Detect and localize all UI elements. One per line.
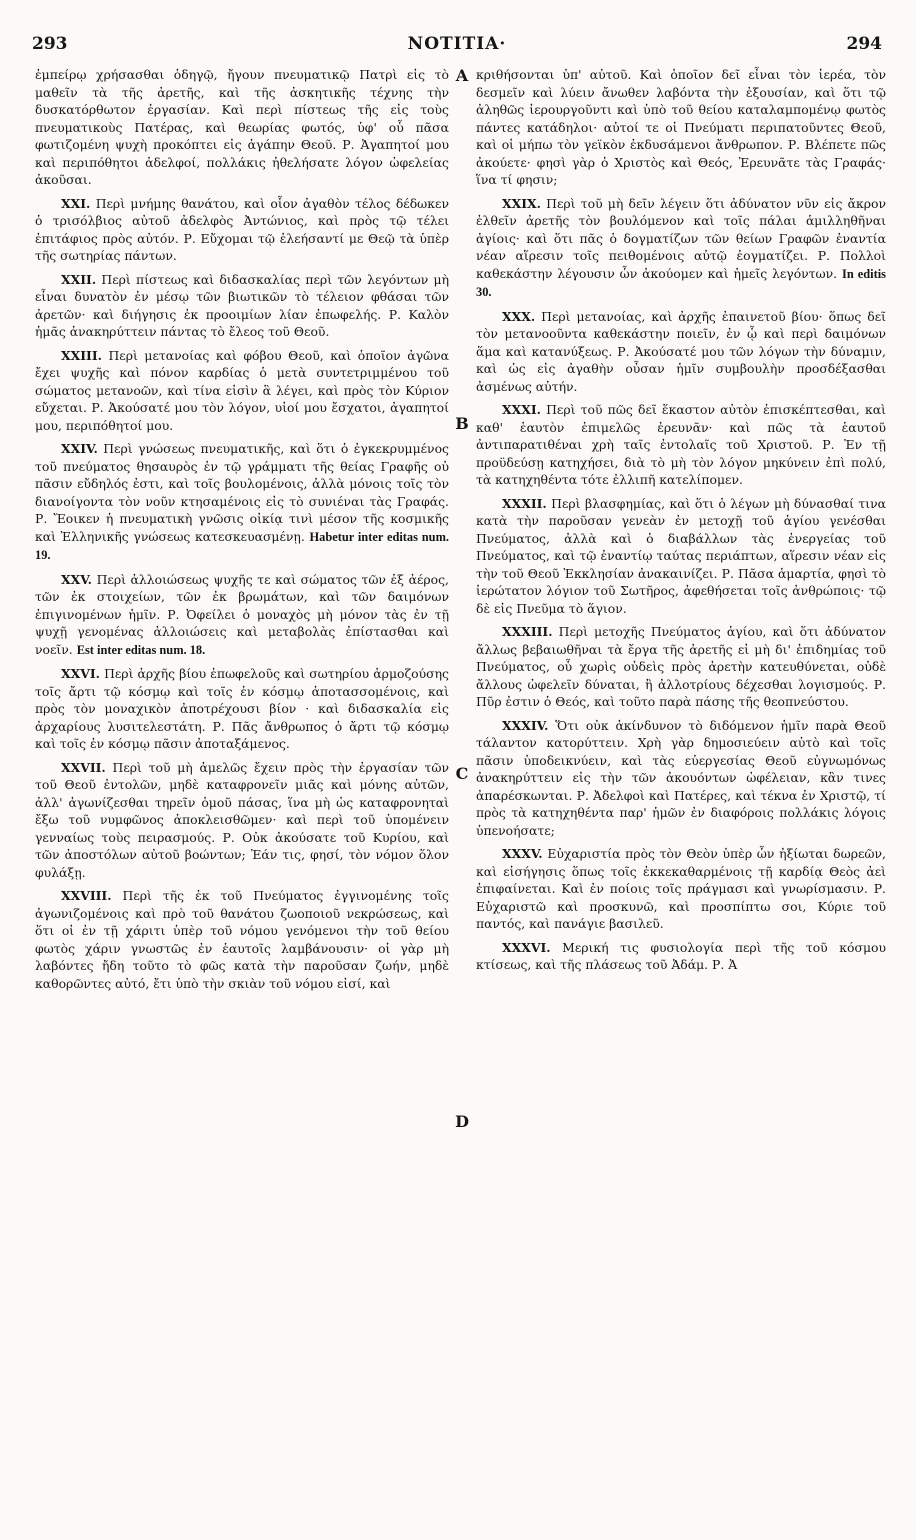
page-header <box>32 34 882 58</box>
catalog-entry <box>476 623 886 711</box>
right-column <box>476 66 886 980</box>
edition-note: In editis 30. <box>476 266 886 299</box>
page-number-left: 293 <box>32 34 68 54</box>
entry-text: Μερική τις φυσιολογία περὶ τῆς τοῦ κόσμου κτίσεως, καὶ τῆς πλάσεως τοῦ Ἀδάμ. Ρ. Ἀ <box>476 939 886 972</box>
entry-text: Περὶ ἀλλοιώσεως ψυχῆς τε καὶ σώματος τῶν ἐξ ἀέρος, τῶν ἐκ στοιχείων, τῶν ἐκ βρωμάτων, καὶ τῶν δαιμόνων ἐπιγινομένων ἡμῖν. Ρ. Ὀφείλει ὁ μοναχὸς μὴ μόνον τὰς ἐν τῇ ψυχῇ γενομένας ἀλλοιώσεις καὶ μεταβολὰς ἐπίστασθαι καὶ νοεῖν. <box>35 571 449 657</box>
page-number-right: 294 <box>846 34 882 54</box>
catalog-entry <box>476 495 886 618</box>
catalog-entry <box>476 845 886 933</box>
entry-number: XXVII. <box>61 759 106 775</box>
entry-number: XXII. <box>61 271 97 287</box>
margin-letter-a: A <box>455 66 469 85</box>
margin-letter-d: D <box>455 1112 469 1131</box>
continued-text <box>476 66 886 189</box>
entry-text: κριθήσονται ὑπ' αὐτοῦ. Καὶ ὁποῖον δεῖ εἶναι τὸν ἱερέα, τὸν δεσμεῖν καὶ λύειν ἄνωθεν λαβόντα τὴν ἐξουσίαν, καὶ ὅτι τῷ ἀληθῶς ἱερουργοῦντι καὶ ὑπὸ τοῦ θείου καταλαμπομένῳ φωτὸς πάντες κατάδηλοι· αὐτοί τε οἱ Πνεύματι περιπατοῦντες Θεοῦ, καὶ οἱ μήπω τὸν γεϊκὸν ἐκδυσάμενοι ἄνθρωπον. Ρ. Βλέπετε πῶς ἀκούετε· φησὶ γὰρ ὁ Χριστὸς καὶ Θεός, Ἐρευνᾶτε τὰς Γραφάς· ἵνα τί φησιν; <box>476 67 886 187</box>
entry-number: XXV. <box>61 571 92 587</box>
catalog-entry <box>35 571 449 660</box>
entry-text: Περὶ τῆς ἐκ τοῦ Πνεύματος ἐγγινομένης τοῖς ἀγωνιζομένοις καὶ πρὸ τοῦ θανάτου ζωοποιοῦ νεκρώσεως, καὶ ὅτι οἱ ἐν τῇ χάριτι ὑπὲρ τοῦ νόμου γενόμενοι τὴν τοῦ θείου φωτὸς χάριν γνωστῶς ἐν ἑαυτοῖς λαμβάνουσιν· οἱ γὰρ μὴ λαβόντες ἤδη τοῦτο τὸ φῶς κατὰ τὴν παροῦσαν ζωήν, μηδὲ καθορῶντες αὐτό, ἔτι ὑπὸ τὴν σκιὰν τοῦ νόμου εἰσί, καὶ <box>35 888 449 991</box>
running-title: NOTITIA· <box>407 34 507 54</box>
catalog-entry <box>476 939 886 974</box>
entry-number: XXXVI. <box>502 939 551 955</box>
entry-text: Ὅτι οὐκ ἀκίνδυνον τὸ διδόμενον ἡμῖν παρὰ Θεοῦ τάλαντον κατορύττειν. Χρὴ γὰρ δημοσιεύειν αὐτὸ καὶ τοῖς πᾶσιν ὑποδεικνύειν, καὶ τὰς εὐεργεσίας Θεοῦ εὐγνωμόνως ἀνακηρύττειν εἰς τὴν τῶν ἀκουόντων ὠφέλειαν, κἂν τινες ἀπαρέσκωνται. Ρ. Ἀδελφοὶ καὶ Πατέρες, καὶ τέκνα ἐν Χριστῷ, τί πρὸς τὰ κατηχηθέντα παρ' ἡμῶν ἐν διαφόροις πολλάκις λόγοις ὑπενοήσατε; <box>476 717 886 838</box>
margin-letter-b: B <box>455 414 469 433</box>
catalog-entry <box>35 347 449 435</box>
catalog-entry <box>35 440 449 565</box>
catalog-entry <box>35 887 449 992</box>
left-column <box>35 66 449 998</box>
entry-number: XXXIII. <box>502 624 553 639</box>
catalog-entry <box>35 759 449 882</box>
catalog-entry <box>35 665 449 753</box>
entry-text: Περὶ τοῦ μὴ δεῖν λέγειν ὅτι ἀδύνατον νῦν εἰς ἄκρον ἐλθεῖν ἀρετῆς τὸν βουλόμενον καὶ τοῖς πάλαι ἁμιλληθῆναι ἁγίοις· καὶ ὅτι πᾶς ὁ δογματίζων τῶν θείων Γραφῶν ἐναντία νέαν αἵρεσιν τοῖς πειθομένοις αὐτῷ ἐογματίζει. Ρ. Πολλοὶ καθεκάστην λέγουσιν ὧν ἀκούομεν καὶ ἡμεῖς λεγόντων. <box>476 195 886 281</box>
catalog-entry <box>476 717 886 840</box>
entry-number: XXX. <box>502 308 536 324</box>
entry-text: Περὶ μετανοίας, καὶ ἀρχῆς ἐπαινετοῦ βίου· ὅπως δεῖ τὸν μετανοοῦντα καθεκάστην ποιεῖν, ἐν ᾧ καὶ περὶ δαιμόνων ἅμα καὶ κατανύξεως. Ρ. Ἀκούσατέ μου τῶν λόγων τὴν δύναμιν, καὶ ὡς εἰς ἀγαθὴν οὖσαν ἡμῖν συμβουλὴν προσδέξασθαι ἀσμένως αὐτήν. <box>476 308 886 394</box>
entry-number: XXI. <box>61 195 91 211</box>
entry-text: Περὶ μνήμης θανάτου, καὶ οἷον ἀγαθὸν τέλος δέδωκεν ὁ τρισόλβιος αὐτοῦ ἀδελφὸς Ἀντώνιος, καὶ πρὸς τῷ τέλει ἐπιτάφιος πρὸς αὐτόν. Ρ. Εὔχομαι τῷ ἐλεήσαντί με Θεῷ τὰ ὑπὲρ τῆς σωτηρίας πάντων. <box>35 195 449 263</box>
catalog-entry <box>476 195 886 302</box>
entry-text: Περὶ γνώσεως πνευματικῆς, καὶ ὅτι ὁ ἐγκεκρυμμένος τοῦ πνεύματος θησαυρὸς ἐν τῷ γράμματι τῆς θείας Γραφῆς οὐ πᾶσιν εὔδηλός ἐστι, καὶ τοῖς βουλομένοις, ἀλλὰ μόνοις τοῖς τὸν διανοίγοντα τὸν νοῦν κτησαμένοις εἰς τὸ συνιέναι τὰς Γραφάς. Ρ. Ἔοικεν ἡ πνευματικὴ γνῶσις οἰκίᾳ τινὶ μέσον τῆς κοσμικῆς καὶ Ἑλληνικῆς γνώσεως κατεσκευασμένῃ. <box>35 441 449 544</box>
catalog-entry <box>35 195 449 265</box>
entry-text: Περὶ τοῦ μὴ ἀμελῶς ἔχειν πρὸς τὴν ἐργασίαν τῶν τοῦ Θεοῦ ἐντολῶν, μηδὲ καταφρονεῖν μιᾶς καὶ μόνης αὐτῶν, ἀλλ' ἀγωνίζεσθαι τηρεῖν ὁμοῦ πάσας, ἵνα μὴ ὡς καταφρονηταὶ ἔξω τοῦ νυμφῶνος ἀποκλεισθῶμεν· καὶ περὶ τοῦ ὑπομένειν γενναίως τοὺς πειρασμούς. Ρ. Οὐκ ἀκούσατε τοῦ Κυρίου, καὶ τῶν ἀποστόλων αὐτοῦ βοώντων; Ἐάν τις, φησί, τὸν νόμον ὅλον φυλάξῃ. <box>35 759 449 880</box>
entry-text: ἐμπείρῳ χρήσασθαι ὁδηγῷ, ἤγουν πνευματικῷ Πατρὶ εἰς τὸ μαθεῖν τὰ τῆς ἀρετῆς, καὶ τῆς ἀσκητικῆς τέχνης τὴν δυσκατόρθωτον ἐργασίαν. Καὶ περὶ πίστεως τῆς εἰς τοὺς πνευματικοὺς Πατέρας, καὶ θεωρίας φωτός, ὑφ' οὗ πᾶσα φωτιζομένη ψυχὴ προκόπτει εἰς ἀγάπην Θεοῦ. Ρ. Ἀγαπητοί μου καὶ περιπόθητοι ἀδελφοί, πολλάκις ἠθελήσατε λόγον ὠφελείας ἀκοῦσαι. <box>35 67 449 187</box>
entry-number: XXXV. <box>502 846 543 861</box>
entry-text: Περὶ τοῦ πῶς δεῖ ἕκαστον αὐτὸν ἐπισκέπτεσθαι, καὶ καθ' ἑαυτὸν ἐπιμελῶς ἐρευνᾶν· καὶ πῶς τὰ ἑαυτοῦ ἀντιπαρατιθέναι χρὴ ταῖς ἐντολαῖς τοῦ Χριστοῦ. Ρ. Ἐν τῇ προϋδεύσῃ κατηχήσει, διὰ τὸ μὴ τὸν λόγον μηκύνειν ἐπὶ πολύ, τὰ κατηχηθέντα τότε ἐλλιπῆ κατελίπομεν. <box>476 402 886 487</box>
entry-number: XXXI. <box>502 402 541 417</box>
entry-text: Περὶ ἀρχῆς βίου ἐπωφελοῦς καὶ σωτηρίου ἁρμοζούσης τοῖς ἄρτι τῷ κόσμῳ καὶ τοῖς ἐν κόσμῳ ἀποτασσομένοις, καὶ πρὸς τὸν μοναχικὸν ἀποτρέχουσι βίον · καὶ διδασκαλία εἰς ἀρχαρίους λυσιτελεστάτη. Ρ. Πᾶς ἄνθρωπος ὁ ἄρτι τῷ κόσμῳ καὶ τοῖς ἐν κόσμῳ πᾶσιν ἀποταξάμενος. <box>35 666 449 751</box>
entry-number: XXXII. <box>502 495 547 511</box>
entry-number: XXIII. <box>61 347 102 363</box>
entry-number: XXVI. <box>61 666 100 681</box>
margin-letter-c: C <box>455 764 469 783</box>
edition-note: Habetur inter editas num. 19. <box>35 529 449 562</box>
catalog-entry <box>476 308 886 396</box>
entry-text: Περὶ βλασφημίας, καὶ ὅτι ὁ λέγων μὴ δύνασθαί τινα κατὰ τὴν παροῦσαν γενεὰν ἐν μετοχῇ τοῦ ἁγίου γενέσθαι Πνεύματος, ἀλλὰ καὶ ὁ διαβάλλων τὰς ἐνεργείας τοῦ Πνεύματος, καὶ τῷ ἐναντίῳ ταύτας περιάπτων, αἵρεσιν νέαν εἰς τὴν τοῦ Θεοῦ Ἐκκλησίαν ἀνακαινίζει. Ρ. Πᾶσα ἁμαρτία, φησὶ τὸ ἱερώτατον λόγιον τοῦ Σωτῆρος, ἀφεθήσεται τοῖς ἀνθρώποις· τῷ δὲ εἰς Πνεῦμα τὸ ἅγιον. <box>476 495 886 616</box>
entry-text: Εὐχαριστία πρὸς τὸν Θεὸν ὑπὲρ ὧν ἠξίωται δωρεῶν, καὶ εἰσήγησις ὅπως τοῖς ἐκκεκαθαρμένοις τῇ καρδίᾳ Θεὸς ἀεὶ ἐπιφαίνεται. Καὶ ἐν ποίοις τοῖς πράγμασι καὶ γνωρίσμασιν. Ρ. Εὐχαριστῶ καὶ προσκυνῶ, καὶ προσπίπτω σοι, Κύριε τοῦ παντός, καὶ πανάγιε βασιλεῦ. <box>476 846 886 931</box>
entry-text: Περὶ μετοχῆς Πνεύματος ἁγίου, καὶ ὅτι ἀδύνατον ἄλλως βεβαιωθῆναι τὰ ἔργα τῆς ἀρετῆς εἰ μὴ δι' ἐπιδημίας τοῦ Πνεύματος, οὗ χωρὶς οὐδεὶς πρὸς ἀρετὴν κατευθύνεται, οὐδὲ ἄλλους ὠφελεῖν δύναται, ἢ ἀλλοτρίους δέχεσθαι λογισμούς. Ρ. Πῦρ ἐστιν ὁ Θεός, καὶ τοῦτο παρὰ πάσης τῆς θεοπνεύστου. <box>476 624 886 709</box>
entry-number: XXIX. <box>502 195 541 211</box>
catalog-entry <box>476 401 886 489</box>
entry-text: Περὶ πίστεως καὶ διδασκαλίας περὶ τῶν λεγόντων μὴ εἶναι δυνατὸν ἐν μέσῳ τῶν βιωτικῶν τὸ τέλειον φθάσαι τῶν ἀρετῶν· καὶ διήγησις ἐκ προοιμίων λίαν ἐπωφελής. Ρ. Καλὸν ἡμᾶς ἀνακηρύττειν πάντας τὸ ἔλεος τοῦ Θεοῦ. <box>35 271 449 339</box>
entry-number: XXVIII. <box>61 888 112 903</box>
continued-text <box>35 66 449 189</box>
entry-number: XXIV. <box>61 441 98 456</box>
catalog-entry <box>35 271 449 341</box>
entry-number: XXXIV. <box>502 717 549 733</box>
edition-note: Est inter editas num. 18. <box>76 642 206 657</box>
entry-text: Περὶ μετανοίας καὶ φόβου Θεοῦ, καὶ ὁποῖον ἀγῶνα ἔχει ψυχῆς καὶ πόνον καρδίας ὁ μετὰ συντετριμμένου τοῦ σώματος μετανοῶν, καὶ τίνα εἰσὶν ἃ λέγει, καὶ πρὸς τὸν Κύριον εὔχεται. Ρ. Ἀκούσατέ μου τὸν λόγον, υἱοί μου ἔσχατοι, ἀγαπητοί μου, περιπόθητοί μου. <box>35 347 449 433</box>
